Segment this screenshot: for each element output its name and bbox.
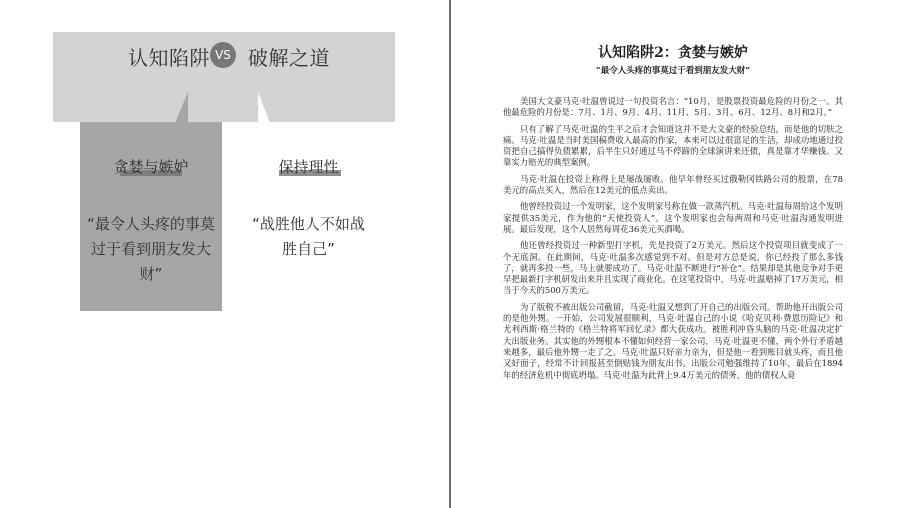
infographic-title-left: 认知陷阱 [128,46,210,70]
solution-heading: 保持理性 [278,158,339,176]
vs-badge: VS [210,42,236,68]
body-paragraph: 马克·吐温在投资上称得上是屡战屡败。他早年曾经买过俄勒冈铁路公司的股票，在78美元的高点买入，然后在12美元的低点卖出。 [503,173,843,196]
book-page [503,44,843,386]
body-paragraph: 只有了解了马克·吐温的生平之后才会知道这并不是大文豪的经验总结，而是他的切肤之痛。马克·吐温是当时美国稿费收入最高的作家，本来可以过很富足的生活，却成功地通过投资把自己搞得负债累累，后半生只好通过马不停蹄的全球演讲来还债，真是靠才华赚钱、又靠实力赔光的典型案例。 [503,123,843,168]
chapter-title: 认知陷阱2：贪婪与嫉妒 [598,45,748,61]
trap-heading: 贪婪与嫉妒 [113,158,189,176]
infographic [53,32,395,311]
body-paragraph: 美国大文豪马克·吐温曾说过一句投资名言：“10月，是股票投资最危险的月份之一。其他最危险的月份是：7月、1月、9月、4月、11月、5月、3月、6月、12月、8月和2月。” [503,96,843,118]
body-paragraph: 他曾经投资过一个发明家，这个发明家号称在做一款蒸汽机。马克·吐温每周给这个发明家提供35美元，作为他的“天使投资人”。这个发明家也会每两周和马克·吐温沟通发明进展。最后发现，这个人居然每周花36美元买酒喝。 [503,201,843,234]
solution-panel [222,122,395,311]
trap-quote: “最令人头疼的事莫过于看到朋友发大财” [87,215,215,283]
body-paragraph: 他还曾经投资过一种新型打字机，先是投资了2万美元。然后这个投资项目就变成了一个无底洞。在此期间，马克·吐温多次感觉到不对。但是对方总是说，你已经投了那么多钱了，就再多投一些，马上就要成功了。马克·吐温不断进行“补仓”。结果却是其他竞争对手更早把最新打字机研发出来并且实现了商业化。在这笔投资中，马克·吐温赔掉了17万美元，相当于今天的500万美元。 [503,240,843,296]
infographic-title-right: 破解之道 [248,46,330,70]
body-paragraph: 为了版税不被出版公司截留，马克·吐温又想到了开自己的出版公司。帮助他开出版公司的是他外甥。一开始，公司发展很顺利，马克·吐温自己的小说《哈克贝利·费恩历险记》和尤利西斯·格兰特的《格兰特将军回忆录》都大获成功。被胜利冲昏头脑的马克·吐温决定扩大出版业务。其实他的外甥根本不懂如何经营一家公司，马克·吐温更不懂，两个外行矛盾越来越多，最后他外甥一走了之。马克·吐温只好亲力亲为，但是他一看到账目就头疼，而且他又好面子，经常不计回报甚至倒贴钱为朋友出书。出版公司勉强维持了10年，最后在1894年的经济危机中彻底坍塌。马克·吐温为此背上9.4万美元的债务，他的债权人竟 [503,301,843,380]
chapter-subtitle: “最令人头疼的事莫过于看到朋友发大财” [595,66,751,76]
callout-notch-left [175,92,188,123]
page-divider [449,0,451,508]
callout-notch-right [258,92,270,123]
solution-quote: “战胜他人不如战胜自己” [252,215,365,258]
panel-left-margin [53,122,80,311]
trap-panel [80,122,222,311]
